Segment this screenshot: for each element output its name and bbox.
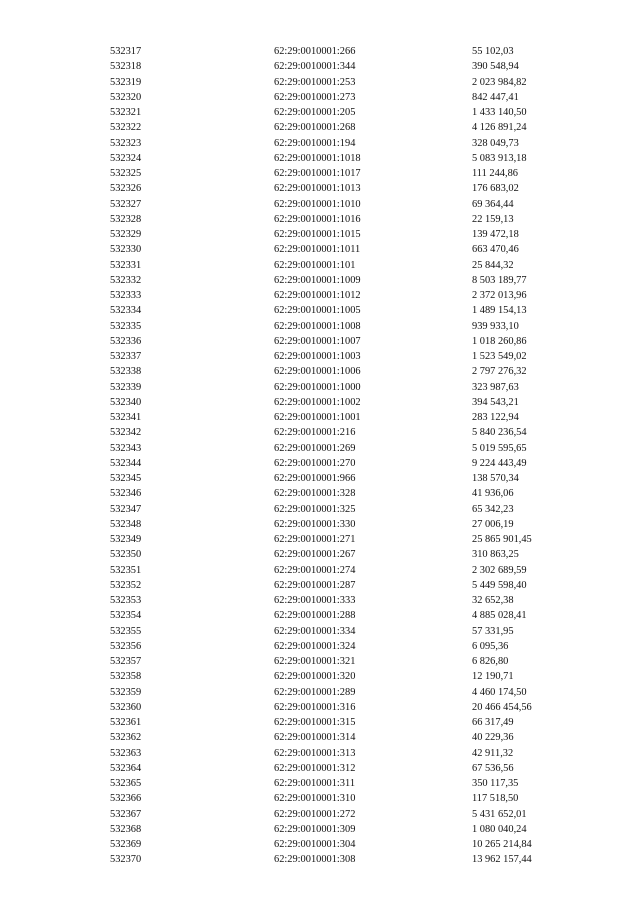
- table-row: [110, 242, 582, 257]
- cadastral-number: 62:29:0010001:311: [274, 778, 356, 789]
- row-number: 532330: [110, 244, 142, 256]
- row-number: 532359: [110, 686, 142, 698]
- cadastral-number: 62:29:0010001:101: [274, 259, 356, 271]
- cadastral-value: 6 095,36: [472, 640, 509, 652]
- table-body: [110, 44, 582, 868]
- row-number: 532367: [110, 808, 142, 820]
- cadastral-number: 62:29:0010001:1001: [274, 412, 361, 423]
- cadastral-number: 62:29:0010001:304: [274, 839, 356, 850]
- row-number: 532350: [110, 549, 142, 561]
- table-row: [110, 471, 582, 486]
- cadastral-value: 328 049,73: [472, 137, 519, 149]
- cadastral-value: 20 466 454,56: [472, 701, 532, 713]
- table-row: [110, 624, 582, 639]
- row-number: 532348: [110, 518, 142, 530]
- table-row: [110, 715, 582, 730]
- cadastral-number: 62:29:0010001:1002: [274, 396, 361, 408]
- cadastral-value: 41 936,06: [472, 488, 514, 500]
- cadastral-value: 5 083 913,18: [472, 152, 527, 164]
- cadastral-number: 62:29:0010001:316: [274, 701, 356, 713]
- table-row: [110, 288, 582, 303]
- table-row: [110, 227, 582, 242]
- table-row: [110, 669, 582, 684]
- cadastral-number: 62:29:0010001:194: [274, 137, 356, 149]
- cadastral-value: 390 548,94: [472, 61, 519, 73]
- cadastral-number: 62:29:0010001:324: [274, 640, 356, 652]
- cadastral-number: 62:29:0010001:1009: [274, 274, 361, 286]
- row-number: 532351: [110, 564, 142, 576]
- table-row: [110, 608, 582, 623]
- cadastral-value: 283 122,94: [472, 412, 519, 423]
- row-number: 532332: [110, 274, 142, 286]
- row-number: 532365: [110, 778, 142, 789]
- cadastral-number: 62:29:0010001:288: [274, 610, 356, 622]
- cadastral-value: 32 652,38: [472, 595, 514, 606]
- cadastral-number: 62:29:0010001:1007: [274, 335, 361, 347]
- row-number: 532327: [110, 198, 142, 210]
- cadastral-number: 62:29:0010001:1008: [274, 320, 361, 332]
- cadastral-value: 12 190,71: [472, 671, 514, 683]
- table-row: [110, 654, 582, 669]
- row-number: 532355: [110, 625, 142, 637]
- table-row: [110, 730, 582, 745]
- cadastral-number: 62:29:0010001:334: [274, 625, 356, 637]
- row-number: 532321: [110, 107, 142, 118]
- table-row: [110, 822, 582, 837]
- cadastral-value: 69 364,44: [472, 198, 514, 210]
- table-row: [110, 776, 582, 791]
- row-number: 532331: [110, 259, 142, 271]
- cadastral-value: 10 265 214,84: [472, 839, 532, 850]
- cadastral-number: 62:29:0010001:328: [274, 488, 356, 500]
- cadastral-number: 62:29:0010001:1011: [274, 244, 361, 256]
- cadastral-value: 1 489 154,13: [472, 305, 527, 317]
- cadastral-number: 62:29:0010001:1000: [274, 381, 361, 393]
- row-number: 532317: [110, 46, 142, 57]
- cadastral-value: 13 962 157,44: [472, 854, 532, 866]
- row-number: 532353: [110, 595, 142, 606]
- row-number: 532352: [110, 579, 142, 591]
- cadastral-number: 62:29:0010001:315: [274, 717, 356, 728]
- row-number: 532347: [110, 503, 142, 515]
- cadastral-number: 62:29:0010001:310: [274, 793, 356, 805]
- cadastral-number: 62:29:0010001:308: [274, 854, 356, 866]
- cadastral-number: 62:29:0010001:271: [274, 534, 356, 545]
- row-number: 532334: [110, 305, 142, 317]
- table-row: [110, 273, 582, 288]
- cadastral-value: 111 244,86: [472, 168, 518, 179]
- row-number: 532356: [110, 640, 142, 652]
- cadastral-value: 8 503 189,77: [472, 274, 527, 286]
- cadastral-number: 62:29:0010001:312: [274, 762, 356, 774]
- row-number: 532361: [110, 717, 142, 728]
- row-number: 532346: [110, 488, 142, 500]
- row-number: 532318: [110, 61, 142, 73]
- cadastral-number: 62:29:0010001:1003: [274, 351, 361, 362]
- cadastral-number: 62:29:0010001:272: [274, 808, 356, 820]
- cadastral-value: 2 797 276,32: [472, 366, 527, 378]
- table-row: [110, 486, 582, 501]
- table-row: [110, 547, 582, 562]
- cadastral-number: 62:29:0010001:1005: [274, 305, 361, 317]
- row-number: 532362: [110, 732, 142, 744]
- table-row: [110, 303, 582, 318]
- row-number: 532366: [110, 793, 142, 805]
- cadastral-value-table: [110, 44, 582, 868]
- cadastral-value: 4 126 891,24: [472, 122, 527, 134]
- row-number: 532319: [110, 76, 142, 88]
- row-number: 532337: [110, 351, 142, 362]
- table-row: [110, 746, 582, 761]
- cadastral-number: 62:29:0010001:287: [274, 579, 356, 591]
- table-row: [110, 441, 582, 456]
- row-number: 532364: [110, 762, 142, 774]
- table-row: [110, 410, 582, 425]
- cadastral-value: 66 317,49: [472, 717, 514, 728]
- cadastral-number: 62:29:0010001:205: [274, 107, 356, 118]
- table-row: [110, 532, 582, 547]
- cadastral-value: 2 372 013,96: [472, 290, 527, 301]
- cadastral-number: 62:29:0010001:314: [274, 732, 356, 744]
- row-number: 532354: [110, 610, 142, 622]
- table-row: [110, 685, 582, 700]
- cadastral-value: 25 844,32: [472, 259, 514, 271]
- cadastral-value: 4 885 028,41: [472, 610, 527, 622]
- table-row: [110, 59, 582, 74]
- table-row: [110, 852, 582, 867]
- table-row: [110, 578, 582, 593]
- cadastral-value: 1 080 040,24: [472, 823, 527, 835]
- cadastral-value: 6 826,80: [472, 656, 509, 667]
- table-row: [110, 349, 582, 364]
- cadastral-value: 57 331,95: [472, 625, 514, 637]
- cadastral-value: 663 470,46: [472, 244, 519, 256]
- cadastral-number: 62:29:0010001:268: [274, 122, 356, 134]
- cadastral-number: 62:29:0010001:1015: [274, 229, 361, 240]
- cadastral-value: 2 023 984,82: [472, 76, 527, 88]
- row-number: 532323: [110, 137, 142, 149]
- row-number: 532345: [110, 473, 142, 484]
- cadastral-number: 62:29:0010001:1012: [274, 290, 361, 301]
- table-row: [110, 90, 582, 105]
- cadastral-value: 5 019 595,65: [472, 442, 527, 454]
- row-number: 532369: [110, 839, 142, 850]
- cadastral-value: 27 006,19: [472, 518, 514, 530]
- table-row: [110, 212, 582, 227]
- row-number: 532322: [110, 122, 142, 134]
- cadastral-value: 842 447,41: [472, 91, 519, 103]
- table-row: [110, 380, 582, 395]
- cadastral-number: 62:29:0010001:216: [274, 427, 356, 439]
- cadastral-number: 62:29:0010001:253: [274, 76, 356, 88]
- cadastral-number: 62:29:0010001:274: [274, 564, 356, 576]
- row-number: 532320: [110, 91, 142, 103]
- cadastral-number: 62:29:0010001:309: [274, 823, 356, 835]
- table-row: [110, 319, 582, 334]
- cadastral-value: 939 933,10: [472, 320, 519, 332]
- table-row: [110, 563, 582, 578]
- table-row: [110, 44, 582, 59]
- row-number: 532341: [110, 412, 142, 423]
- table-row: [110, 395, 582, 410]
- row-number: 532340: [110, 396, 142, 408]
- cadastral-value: 4 460 174,50: [472, 686, 527, 698]
- cadastral-number: 62:29:0010001:266: [274, 46, 356, 57]
- table-row: [110, 791, 582, 806]
- cadastral-number: 62:29:0010001:1013: [274, 183, 361, 195]
- cadastral-value: 5 431 652,01: [472, 808, 527, 820]
- table-row: [110, 136, 582, 151]
- cadastral-number: 62:29:0010001:333: [274, 595, 356, 606]
- cadastral-value: 65 342,23: [472, 503, 514, 515]
- cadastral-value: 394 543,21: [472, 396, 519, 408]
- row-number: 532360: [110, 701, 142, 713]
- cadastral-value: 5 840 236,54: [472, 427, 527, 439]
- cadastral-number: 62:29:0010001:289: [274, 686, 356, 698]
- row-number: 532336: [110, 335, 142, 347]
- cadastral-number: 62:29:0010001:267: [274, 549, 356, 561]
- row-number: 532344: [110, 457, 142, 469]
- cadastral-number: 62:29:0010001:330: [274, 518, 356, 530]
- cadastral-value: 25 865 901,45: [472, 534, 532, 545]
- row-number: 532363: [110, 747, 142, 759]
- table-row: [110, 700, 582, 715]
- cadastral-value: 55 102,03: [472, 46, 514, 57]
- cadastral-number: 62:29:0010001:966: [274, 473, 356, 484]
- cadastral-value: 323 987,63: [472, 381, 519, 393]
- table-row: [110, 166, 582, 181]
- table-row: [110, 517, 582, 532]
- table-row: [110, 807, 582, 822]
- row-number: 532335: [110, 320, 142, 332]
- row-number: 532342: [110, 427, 142, 439]
- table-row: [110, 151, 582, 166]
- row-number: 532328: [110, 213, 142, 225]
- cadastral-number: 62:29:0010001:320: [274, 671, 356, 683]
- cadastral-number: 62:29:0010001:273: [274, 91, 356, 103]
- row-number: 532349: [110, 534, 142, 545]
- cadastral-value: 9 224 443,49: [472, 457, 527, 469]
- table-row: [110, 456, 582, 471]
- cadastral-value: 350 117,35: [472, 778, 519, 789]
- cadastral-number: 62:29:0010001:1018: [274, 152, 361, 164]
- table-row: [110, 334, 582, 349]
- cadastral-value: 2 302 689,59: [472, 564, 527, 576]
- row-number: 532324: [110, 152, 142, 164]
- cadastral-value: 42 911,32: [472, 747, 514, 759]
- row-number: 532358: [110, 671, 142, 683]
- table-row: [110, 181, 582, 196]
- table-row: [110, 761, 582, 776]
- table-row: [110, 120, 582, 135]
- cadastral-number: 62:29:0010001:1017: [274, 168, 361, 179]
- cadastral-value: 139 472,18: [472, 229, 519, 240]
- cadastral-value: 117 518,50: [472, 793, 519, 805]
- cadastral-value: 176 683,02: [472, 183, 519, 195]
- row-number: 532326: [110, 183, 142, 195]
- row-number: 532370: [110, 854, 142, 866]
- cadastral-value: 22 159,13: [472, 213, 514, 225]
- cadastral-value: 1 433 140,50: [472, 107, 527, 118]
- cadastral-value: 67 536,56: [472, 762, 514, 774]
- table-row: [110, 639, 582, 654]
- cadastral-value: 5 449 598,40: [472, 579, 527, 591]
- cadastral-number: 62:29:0010001:1010: [274, 198, 361, 210]
- cadastral-value: 1 018 260,86: [472, 335, 527, 347]
- row-number: 532339: [110, 381, 142, 393]
- row-number: 532338: [110, 366, 142, 378]
- cadastral-number: 62:29:0010001:270: [274, 457, 356, 469]
- table-row: [110, 258, 582, 273]
- cadastral-number: 62:29:0010001:313: [274, 747, 356, 759]
- cadastral-value: 310 863,25: [472, 549, 519, 561]
- cadastral-number: 62:29:0010001:269: [274, 442, 356, 454]
- table-row: [110, 593, 582, 608]
- cadastral-value: 138 570,34: [472, 473, 519, 484]
- table-row: [110, 75, 582, 90]
- row-number: 532357: [110, 656, 142, 667]
- table-row: [110, 502, 582, 517]
- row-number: 532325: [110, 168, 142, 179]
- cadastral-value: 1 523 549,02: [472, 351, 527, 362]
- cadastral-number: 62:29:0010001:325: [274, 503, 356, 515]
- row-number: 532333: [110, 290, 142, 301]
- table-row: [110, 425, 582, 440]
- cadastral-number: 62:29:0010001:344: [274, 61, 356, 73]
- row-number: 532329: [110, 229, 142, 240]
- table-row: [110, 364, 582, 379]
- row-number: 532343: [110, 442, 142, 454]
- cadastral-number: 62:29:0010001:1006: [274, 366, 361, 378]
- cadastral-number: 62:29:0010001:321: [274, 656, 356, 667]
- cadastral-value: 40 229,36: [472, 732, 514, 744]
- table-row: [110, 197, 582, 212]
- table-row: [110, 837, 582, 852]
- row-number: 532368: [110, 823, 142, 835]
- table-row: [110, 105, 582, 120]
- cadastral-number: 62:29:0010001:1016: [274, 213, 361, 225]
